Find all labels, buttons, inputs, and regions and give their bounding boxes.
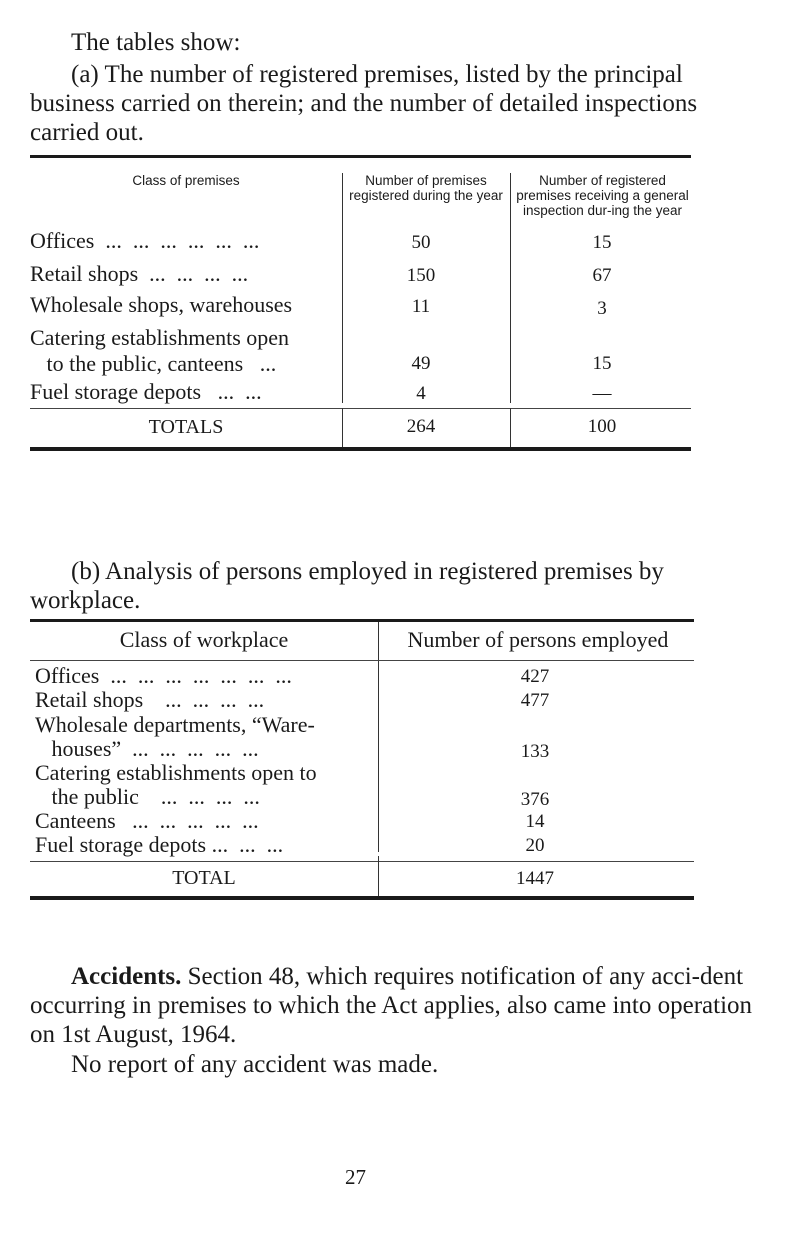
table-bottom-rule xyxy=(30,447,691,451)
row-label: Catering establishments open to xyxy=(35,760,317,785)
column-divider xyxy=(510,408,511,450)
row-value: 20 xyxy=(525,835,545,856)
row-registered: 4 xyxy=(416,383,426,404)
row-value: 427 xyxy=(520,666,550,687)
row-value: 477 xyxy=(520,690,550,711)
row-registered: 50 xyxy=(411,232,431,253)
row-inspected: 3 xyxy=(597,298,607,319)
row-value: 14 xyxy=(525,811,545,832)
accidents-heading: Accidents. xyxy=(71,963,182,990)
column-divider xyxy=(378,856,379,898)
total-value: 1447 xyxy=(516,868,554,889)
table-bottom-rule xyxy=(30,896,694,900)
row-label: Wholesale departments, “Ware- xyxy=(35,712,315,737)
accidents-note: No report of any accident was made. xyxy=(71,1051,439,1078)
accidents-text: Section 48, which requires notification of any acci-dent occurring in premises to which the Act applies, also came into operation on 1st August, 1964. xyxy=(30,963,753,1048)
row-inspected: — xyxy=(592,383,612,404)
row-inspected: 15 xyxy=(592,353,612,374)
row-registered: 150 xyxy=(406,265,436,286)
page-number: 27 xyxy=(345,1165,366,1189)
total-divider xyxy=(30,861,694,862)
header-inspected: Number of registered premises receiving a general inspection dur-ing the year xyxy=(516,173,689,218)
total-label: TOTAL xyxy=(172,867,236,889)
column-divider xyxy=(342,173,343,403)
intro-paragraph-a: (a) The number of registered premises, listed by the principal business carried on therein; and the number of detailed inspections carried out. xyxy=(30,61,698,146)
row-label: Retail shops ... ... ... ... xyxy=(30,261,249,286)
row-registered: 49 xyxy=(411,353,431,374)
header-class-of-workplace: Class of workplace xyxy=(119,627,289,652)
row-label-continued: the public ... ... ... ... xyxy=(35,784,260,809)
row-label-continued: to the public, canteens ... xyxy=(30,351,277,376)
row-label: Wholesale shops, warehouses xyxy=(30,292,293,317)
row-label: Catering establishments open xyxy=(30,325,290,350)
row-value: 133 xyxy=(520,741,550,762)
row-label: Offices ... ... ... ... ... ... ... xyxy=(35,663,292,688)
row-label: Retail shops ... ... ... ... xyxy=(35,687,265,712)
header-divider xyxy=(30,660,694,661)
persons-employed-table xyxy=(30,619,694,856)
column-divider xyxy=(342,408,343,450)
row-label: Canteens ... ... ... ... ... xyxy=(35,808,259,833)
accidents-paragraph xyxy=(30,962,760,1049)
totals-divider xyxy=(30,408,691,409)
row-label-continued: houses” ... ... ... ... ... xyxy=(35,736,259,761)
header-class-of-premises: Class of premises xyxy=(132,173,240,188)
intro-line: The tables show: xyxy=(71,29,241,56)
header-persons-employed: Number of persons employed xyxy=(407,627,669,652)
column-divider xyxy=(378,622,379,852)
row-inspected: 67 xyxy=(592,265,612,286)
registered-premises-table xyxy=(30,155,691,407)
section-b-paragraph: (b) Analysis of persons employed in registered premises by workplace. xyxy=(30,558,664,614)
header-registered: Number of premises registered during the year xyxy=(349,173,503,203)
table-top-rule xyxy=(30,155,691,158)
row-label: Fuel storage depots ... ... xyxy=(30,379,262,404)
row-value: 376 xyxy=(520,789,550,810)
row-registered: 11 xyxy=(411,296,431,317)
row-inspected: 15 xyxy=(592,232,612,253)
totals-label: TOTALS xyxy=(148,416,224,438)
column-divider xyxy=(510,173,511,403)
totals-inspected: 100 xyxy=(587,416,617,437)
totals-registered: 264 xyxy=(406,416,436,437)
row-label: Offices ... ... ... ... ... ... xyxy=(30,228,260,253)
table-top-rule xyxy=(30,619,694,622)
row-label: Fuel storage depots ... ... ... xyxy=(35,832,284,857)
